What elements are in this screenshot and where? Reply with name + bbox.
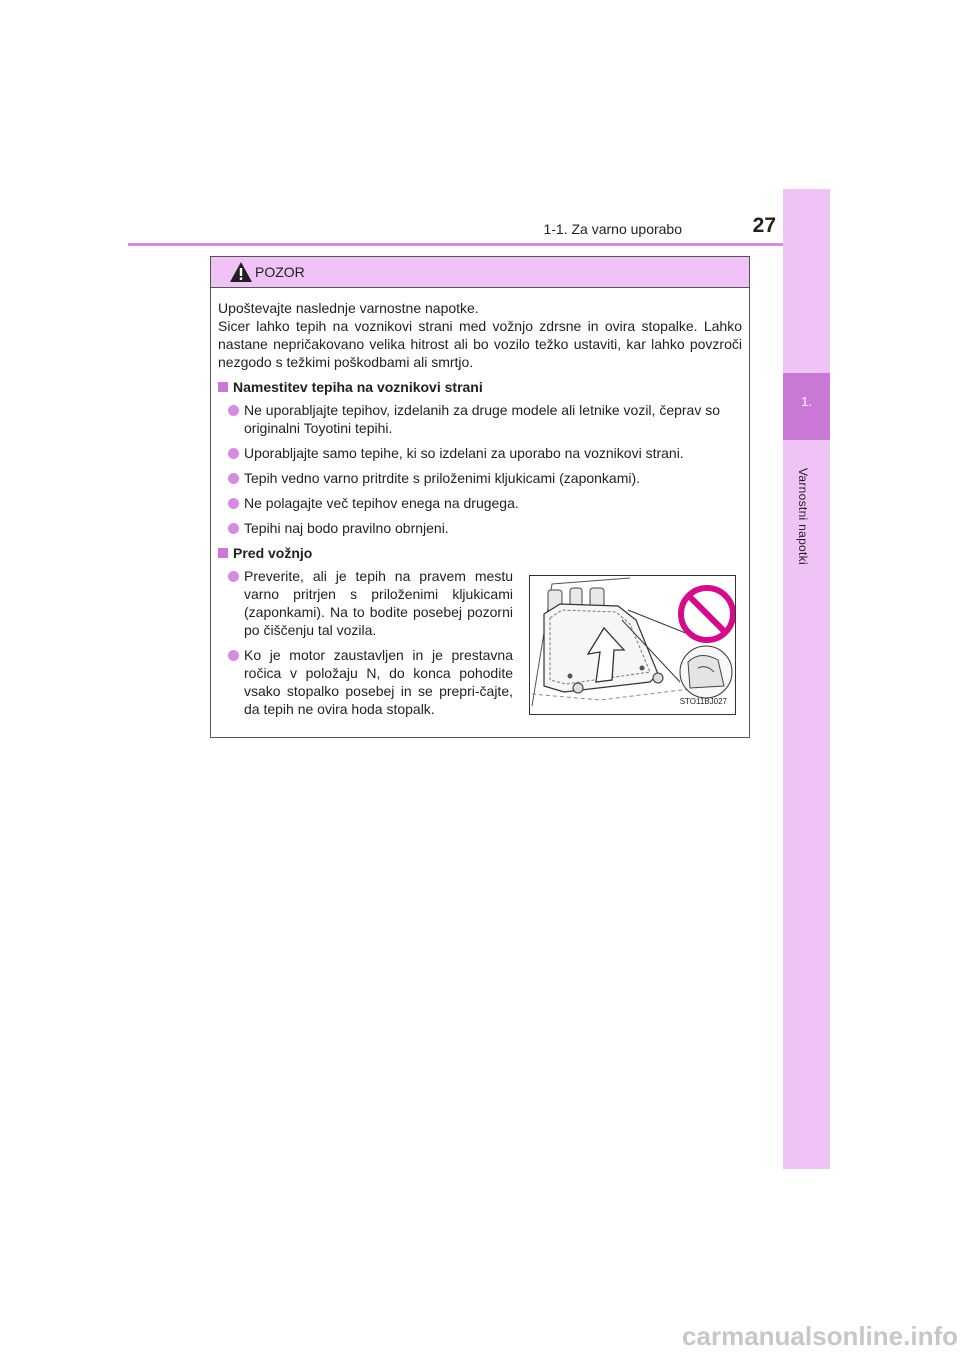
section-heading <box>218 378 742 396</box>
page-number: 27 <box>752 214 776 237</box>
list-item <box>228 567 513 639</box>
header-rule <box>128 243 830 246</box>
warning-intro <box>218 299 742 371</box>
circle-bullet-icon <box>228 473 239 484</box>
circle-bullet-icon <box>228 650 239 661</box>
list-item <box>228 519 742 537</box>
list-item-text: Tepih vedno varno pritrdite s priloženimi kljukicami (zaponkami). <box>244 470 641 486</box>
left-column <box>218 567 513 725</box>
section-heading <box>218 544 742 562</box>
list-item-text: Ko je motor zaustavljen in je prestavna ročica v položaju N, do konca pohodite vsako stopalko posebej in se prepri-čajte, da tepih ne ovira hoda stopalk. <box>244 647 513 717</box>
warning-header <box>211 257 749 288</box>
circle-bullet-icon <box>228 498 239 509</box>
square-bullet-icon <box>218 548 228 558</box>
list-item <box>228 444 742 462</box>
section-heading-text: Namestitev tepiha na voznikovi strani <box>233 379 483 395</box>
warning-title: POZOR <box>255 264 305 280</box>
figure-code: STO11BJ027 <box>679 697 727 706</box>
list-item-text: Ne polagajte več tepihov enega na drugega. <box>244 495 519 511</box>
list-item <box>228 469 742 487</box>
two-column-block <box>218 567 742 725</box>
circle-bullet-icon <box>228 523 239 534</box>
list-item-text: Tepihi naj bodo pravilno obrnjeni. <box>244 520 449 536</box>
warning-body <box>211 288 749 725</box>
list-item-text: Ne uporabljajte tepihov, izdelanih za druge modele ali letnike vozil, čeprav so originalni Toyotini tepihi. <box>244 402 721 436</box>
list-item <box>228 494 742 512</box>
watermark: carmanualsonline.info <box>682 1321 958 1351</box>
list-item <box>228 401 742 437</box>
floor-mat-illustration <box>529 575 736 715</box>
list-item-text: Preverite, ali je tepih na pravem mestu varno pritrjen s priloženimi kljukicami (zaponkami). Na to bodite posebej pozorni po čiščenju tal vozila. <box>244 568 513 638</box>
circle-bullet-icon <box>228 571 239 582</box>
circle-bullet-icon <box>228 448 239 459</box>
list-item <box>228 646 513 718</box>
intro-line: Upoštevajte naslednje varnostne napotke. <box>218 300 479 316</box>
warning-triangle-icon <box>229 261 253 283</box>
intro-line: Sicer lahko tepih na voznikovi strani med vožnjo zdrsne in ovira stopalke. Lahko nastane nepričakovano velika hitrost ali bo vozilo težko ustaviti, kar lahko povzroči nezgodo s težkimi poškodbami ali smrtjo. <box>218 318 742 370</box>
chapter-side-tab <box>783 189 830 1169</box>
section-heading-text: Pred vožnjo <box>233 545 313 561</box>
square-bullet-icon <box>218 382 228 392</box>
section-title: 1-1. Za varno uporabo <box>543 221 682 237</box>
warning-box <box>210 256 750 738</box>
chapter-title: Varnostni napotki <box>796 468 810 565</box>
circle-bullet-icon <box>228 405 239 416</box>
list-item-text: Uporabljajte samo tepihe, ki so izdelani za uporabo na voznikovi strani. <box>244 445 684 461</box>
chapter-number: 1. <box>801 394 812 409</box>
